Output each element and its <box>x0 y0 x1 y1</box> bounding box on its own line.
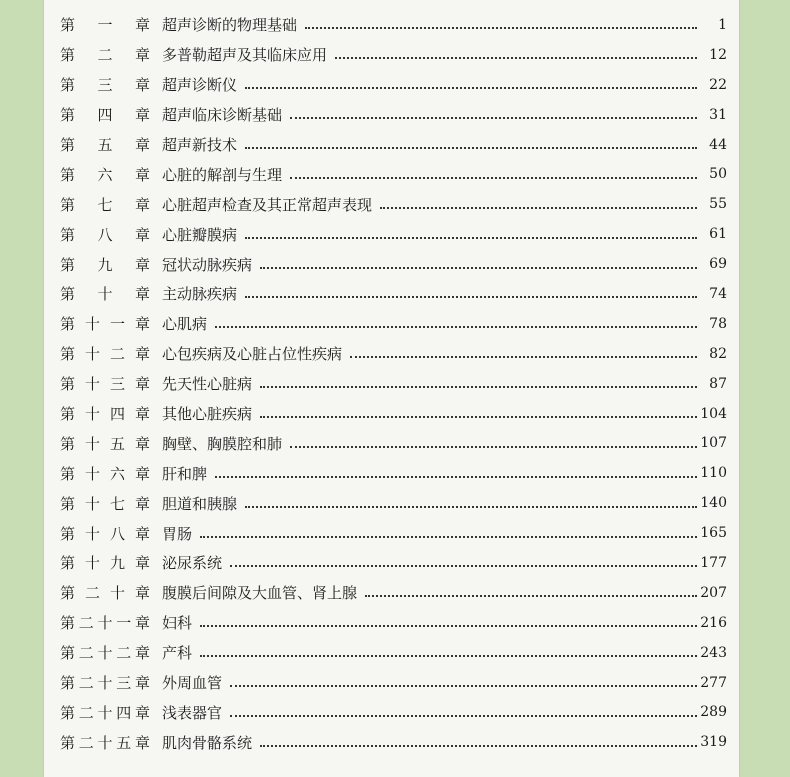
chapter-title: 心脏的解剖与生理 <box>162 165 283 184</box>
chapter-number: 第 六 章 <box>60 165 150 184</box>
page-number: 216 <box>700 614 727 631</box>
toc-entry[interactable] <box>44 369 739 399</box>
toc-entry[interactable] <box>44 40 739 70</box>
chapter-title: 先天性心脏病 <box>162 375 253 394</box>
page-number: 31 <box>709 106 727 123</box>
chapter-number: 第 十 九 章 <box>60 554 150 573</box>
chapter-number: 第 二 十 二 章 <box>60 644 150 663</box>
chapter-title-line <box>162 612 697 633</box>
chapter-title-line <box>162 552 697 573</box>
page-number: 110 <box>700 465 727 482</box>
page-number: 44 <box>709 136 727 153</box>
toc-entry[interactable] <box>44 219 739 249</box>
toc-entry[interactable] <box>44 189 739 219</box>
page-number: 82 <box>709 345 727 362</box>
dot-leader <box>245 295 697 298</box>
toc-entry[interactable] <box>44 668 739 698</box>
chapter-title-line <box>162 493 697 514</box>
page-number: 61 <box>709 226 727 243</box>
toc-page <box>44 0 739 777</box>
dot-leader <box>305 26 697 29</box>
page-number: 12 <box>709 46 727 63</box>
chapter-title: 产科 <box>162 644 193 663</box>
chapter-title: 超声临床诊断基础 <box>162 106 283 125</box>
chapter-number: 第 一 章 <box>60 16 150 35</box>
chapter-title: 多普勒超声及其临床应用 <box>162 46 328 65</box>
toc-entry[interactable] <box>44 458 739 488</box>
toc-entry[interactable] <box>44 10 739 40</box>
chapter-number: 第 二 十 三 章 <box>60 674 150 693</box>
toc-entry[interactable] <box>44 548 739 578</box>
page-number: 140 <box>700 495 727 512</box>
dot-leader <box>215 475 697 478</box>
toc-entry[interactable] <box>44 697 739 727</box>
chapter-title-line <box>162 702 697 723</box>
chapter-title-line <box>162 463 697 484</box>
chapter-title-line <box>162 254 697 275</box>
page-number: 55 <box>709 196 727 213</box>
chapter-number: 第 十 七 章 <box>60 494 150 513</box>
toc-entry[interactable] <box>44 279 739 309</box>
chapter-title: 外周血管 <box>162 674 223 693</box>
chapter-number: 第 七 章 <box>60 195 150 214</box>
chapter-number: 第 八 章 <box>60 225 150 244</box>
chapter-number: 第 十 八 章 <box>60 524 150 543</box>
chapter-title: 超声诊断仪 <box>162 76 238 95</box>
toc-entry[interactable] <box>44 130 739 160</box>
chapter-title-line <box>162 642 697 663</box>
chapter-number: 第 二 章 <box>60 46 150 65</box>
chapter-title: 胃肠 <box>162 524 193 543</box>
chapter-title: 腹膜后间隙及大血管、肾上腺 <box>162 584 358 603</box>
chapter-title: 妇科 <box>162 614 193 633</box>
chapter-number: 第 二 十 章 <box>60 584 150 603</box>
page-number: 69 <box>709 256 727 273</box>
chapter-title-line <box>162 373 697 394</box>
chapter-title-line <box>162 194 697 215</box>
dot-leader <box>335 56 697 59</box>
page-number: 78 <box>709 315 727 332</box>
toc-entry[interactable] <box>44 518 739 548</box>
chapter-title: 心脏瓣膜病 <box>162 225 238 244</box>
chapter-title: 冠状动脉疾病 <box>162 255 253 274</box>
toc-entry[interactable] <box>44 399 739 429</box>
chapter-title: 胆道和胰腺 <box>162 494 238 513</box>
toc-entry[interactable] <box>44 339 739 369</box>
page-number: 22 <box>709 76 727 93</box>
chapter-number: 第 四 章 <box>60 106 150 125</box>
page-number: 165 <box>700 525 727 542</box>
chapter-number: 第 二 十 四 章 <box>60 703 150 722</box>
toc-entry[interactable] <box>44 638 739 668</box>
chapter-title-line <box>162 134 697 155</box>
dot-leader <box>245 86 697 89</box>
chapter-title-line <box>162 343 697 364</box>
chapter-title-line <box>162 74 697 95</box>
page-number: 319 <box>700 734 727 751</box>
dot-leader <box>230 684 697 687</box>
chapter-title-line <box>162 403 697 424</box>
toc-entry[interactable] <box>44 159 739 189</box>
dot-leader <box>245 146 697 149</box>
chapter-number: 第 九 章 <box>60 255 150 274</box>
dot-leader <box>380 206 697 209</box>
dot-leader <box>230 564 697 567</box>
chapter-title-line <box>162 672 697 693</box>
chapter-title-line <box>162 224 697 245</box>
page-number: 289 <box>700 704 727 721</box>
chapter-title: 心肌病 <box>162 315 208 334</box>
dot-leader <box>260 744 697 747</box>
toc-entry[interactable] <box>44 488 739 518</box>
page-number: 50 <box>709 166 727 183</box>
chapter-title: 其他心脏疾病 <box>162 405 253 424</box>
dot-leader <box>200 624 697 627</box>
table-of-contents <box>44 10 739 757</box>
dot-leader <box>200 535 697 538</box>
chapter-title: 泌尿系统 <box>162 554 223 573</box>
chapter-number: 第 五 章 <box>60 136 150 154</box>
page-number: 107 <box>700 435 727 452</box>
dot-leader <box>260 385 697 388</box>
page-number: 277 <box>700 674 727 691</box>
chapter-number: 第 三 章 <box>60 76 150 95</box>
chapter-title-line <box>162 164 697 185</box>
chapter-number: 第 十 章 <box>60 285 150 304</box>
toc-entry[interactable] <box>44 428 739 458</box>
toc-entry[interactable] <box>44 100 739 130</box>
chapter-title: 心脏超声检查及其正常超声表现 <box>162 195 373 214</box>
chapter-title: 胸壁、胸膜腔和肺 <box>162 434 283 453</box>
dot-leader <box>290 176 697 179</box>
chapter-title: 心包疾病及心脏占位性疾病 <box>162 345 343 364</box>
chapter-title-line <box>162 283 697 304</box>
page-number: 74 <box>709 285 727 302</box>
chapter-title-line <box>162 14 697 35</box>
dot-leader <box>365 594 697 597</box>
chapter-title: 主动脉疾病 <box>162 285 238 304</box>
dot-leader <box>350 355 697 358</box>
chapter-title-line <box>162 313 697 334</box>
dot-leader <box>260 266 697 269</box>
page-number: 1 <box>718 16 727 33</box>
chapter-number: 第 二 十 五 章 <box>60 733 150 752</box>
chapter-title: 肝和脾 <box>162 464 208 483</box>
chapter-title-line <box>162 732 697 753</box>
chapter-title-line <box>162 523 697 544</box>
page-number: 104 <box>700 405 727 422</box>
toc-entry[interactable] <box>44 70 739 100</box>
chapter-number: 第 十 五 章 <box>60 434 150 453</box>
chapter-title-line <box>162 582 697 603</box>
chapter-title: 肌肉骨骼系统 <box>162 733 253 752</box>
toc-entry[interactable] <box>44 249 739 279</box>
page-number: 177 <box>700 554 727 571</box>
page-number: 243 <box>700 644 727 661</box>
chapter-number: 第 二 十 一 章 <box>60 614 150 633</box>
chapter-title: 超声诊断的物理基础 <box>162 16 298 35</box>
chapter-title-line <box>162 44 697 65</box>
toc-entry[interactable] <box>44 727 739 757</box>
page-number: 207 <box>700 584 727 601</box>
dot-leader <box>245 236 697 239</box>
toc-entry[interactable] <box>44 608 739 638</box>
chapter-number: 第 十 一 章 <box>60 315 150 334</box>
dot-leader <box>260 415 697 418</box>
chapter-number: 第 十 四 章 <box>60 405 150 424</box>
chapter-title-line <box>162 104 697 125</box>
dot-leader <box>245 505 697 508</box>
chapter-number: 第 十 二 章 <box>60 345 150 364</box>
dot-leader <box>290 116 697 119</box>
page-number: 87 <box>709 375 727 392</box>
dot-leader <box>230 714 697 717</box>
toc-entry[interactable] <box>44 309 739 339</box>
chapter-title: 超声新技术 <box>162 136 238 154</box>
dot-leader <box>200 654 697 657</box>
chapter-number: 第 十 三 章 <box>60 375 150 394</box>
chapter-number: 第 十 六 章 <box>60 464 150 483</box>
chapter-title: 浅表器官 <box>162 703 223 722</box>
toc-entry[interactable] <box>44 578 739 608</box>
dot-leader <box>215 325 697 328</box>
chapter-title-line <box>162 433 697 454</box>
dot-leader <box>290 445 697 448</box>
